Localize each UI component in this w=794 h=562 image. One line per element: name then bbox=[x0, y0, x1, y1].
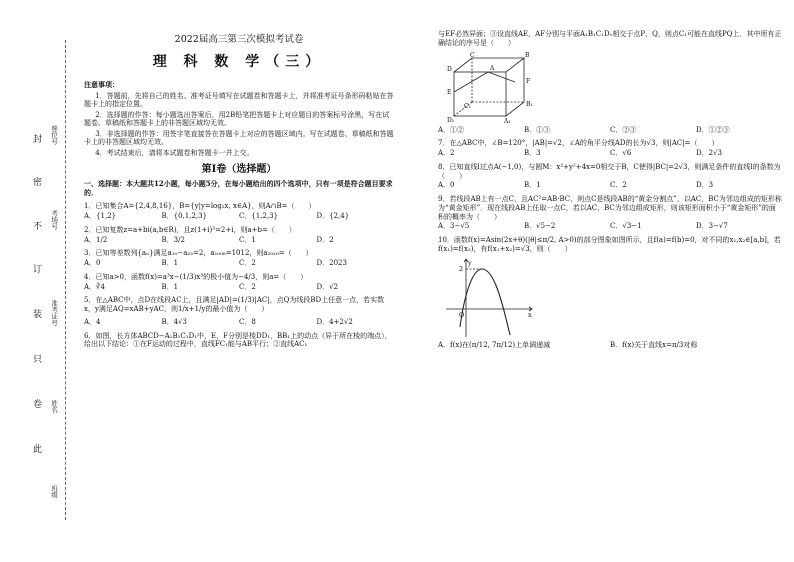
question-stem: 2．已知复数z=a+bi(a,b∈R)，且z(1+i)³=2+i，则a+b=（ ） bbox=[84, 225, 296, 234]
option-a: A．{1,2} bbox=[84, 212, 117, 221]
question-3 bbox=[84, 249, 394, 268]
option-c: C．√3−1 bbox=[610, 222, 642, 231]
option-c: C．2 bbox=[610, 181, 627, 190]
field-label-seat: 座位号 bbox=[50, 125, 59, 145]
axis-label-y: y bbox=[468, 258, 472, 267]
option-a: A．3−√5 bbox=[438, 222, 470, 231]
option-d: D．2√3 bbox=[696, 149, 722, 157]
option-c: C．1 bbox=[239, 235, 256, 244]
option-a: A．①② bbox=[438, 125, 465, 134]
notice-item: 2．选择题的作答：每小题选出答案后，用2B铅笔把答题卡上对应题目的答案标号涂黑，写在试题卷、草稿纸和答题卡上的非答题区域均无效。 bbox=[84, 110, 390, 128]
option-b: B．3 bbox=[524, 149, 541, 157]
seal-char: 卷 bbox=[33, 400, 43, 410]
option-d: D．2 bbox=[316, 235, 334, 244]
option-b: B．1 bbox=[524, 181, 541, 190]
label-D1: D₁ bbox=[447, 116, 455, 124]
right-column bbox=[438, 30, 782, 349]
question-stem: 10．函数f(x)=Asin(2x+θ)(|θ|≤π/2, A>0)的部分图象如图所示，且f(a)=f(b)=0，对不同的x₁,x₂∈[a,b]，若f(x₁)=f(x₂)，有f(x₁+x₂)=√3，则（ ） bbox=[438, 236, 781, 253]
seal-char: 订 bbox=[33, 265, 43, 275]
option-b: B．1 bbox=[161, 282, 179, 291]
question-6-continued: 与EF必然异面；③设直线AE，AF分别与平面A₁B₁C₁D₁相交于点P，Q，则点C₁可能在直线PQ上．其中所有正确结论的序号是（ ） bbox=[438, 30, 782, 47]
option-a: A．2 bbox=[438, 149, 455, 157]
origin-label: O bbox=[459, 310, 465, 319]
question-stem: 8．已知直线l过点A(−1,0)，与圆M：x²+y²+4x=0相交于B，C使得|BC|=2√3，则满足条件的直线l的条数为（ ） bbox=[438, 162, 781, 180]
question-2 bbox=[84, 226, 394, 245]
option-d: D．√2 bbox=[316, 282, 339, 291]
section-intro: 一、选择题：本大题共12小题，每小题5分，在每小题给出的四个选项中，只有一项是符合题目要求的． bbox=[84, 178, 393, 197]
subject-title: 理 科 数 学（三） bbox=[152, 53, 326, 70]
label-B: B bbox=[525, 51, 530, 59]
label-A1: A₁ bbox=[504, 117, 511, 124]
option-b: B．①③ bbox=[524, 125, 551, 134]
label-C: C bbox=[470, 51, 475, 59]
cuboid-figure bbox=[444, 52, 534, 124]
label-D: D bbox=[447, 65, 452, 73]
left-column bbox=[84, 30, 394, 349]
seal-char: 不 bbox=[33, 222, 43, 232]
field-label-class: 班级 bbox=[50, 485, 59, 498]
question-7 bbox=[438, 139, 782, 158]
option-d: D．①②③ bbox=[696, 125, 730, 134]
option-a: A．1/2 bbox=[84, 235, 108, 244]
option-a: A．4 bbox=[84, 317, 101, 326]
max-value-label: 2 bbox=[459, 264, 464, 273]
segment-ae bbox=[454, 72, 488, 92]
option-b: B．{0,1,2,3} bbox=[161, 212, 208, 221]
question-stem: 4．已知a>0，函数f(x)=a³x−(1/3)x³的极小值为−4/3，则a=（ ） bbox=[84, 272, 308, 281]
label-B1: B₁ bbox=[526, 100, 533, 108]
cuboid-top-edges bbox=[454, 58, 524, 72]
field-label-name: 姓名 bbox=[50, 400, 59, 413]
question-10 bbox=[438, 236, 782, 349]
cuboid-front-face bbox=[454, 72, 506, 116]
option-d: D．2023 bbox=[316, 259, 347, 268]
axis-label-x: x bbox=[528, 310, 532, 319]
sine-curve bbox=[460, 269, 510, 335]
option-d: D．3 bbox=[696, 181, 714, 190]
notice-heading: 注意事项： bbox=[84, 80, 119, 90]
label-A: A bbox=[490, 64, 495, 72]
option-b: B．√5−2 bbox=[524, 222, 556, 231]
seal-char: 只 bbox=[33, 355, 43, 365]
option-c: C．√6 bbox=[610, 149, 632, 157]
section-title: 第Ⅰ卷（选择题） bbox=[201, 164, 277, 176]
option-d: D．3−√7 bbox=[696, 222, 728, 231]
notice-item: 1．答题前，先将自己的姓名、准考证号填写在试题卷和答题卡上，并将准考证号条形码粘贴在答题卡上的指定位置。 bbox=[84, 91, 394, 109]
seal-char: 封 bbox=[33, 135, 43, 145]
seal-char: 装 bbox=[33, 310, 43, 320]
option-c: C．8 bbox=[239, 317, 256, 326]
binding-line bbox=[65, 40, 66, 520]
option-c: C．②③ bbox=[610, 125, 637, 134]
field-label-room: 考场号 bbox=[50, 210, 59, 230]
question-9 bbox=[438, 195, 782, 231]
option-b: B．3/2 bbox=[161, 235, 185, 244]
option-c: C．{1,2,3} bbox=[239, 212, 279, 221]
option-b: B．4√3 bbox=[161, 317, 188, 326]
cuboid-bottom-edge bbox=[506, 102, 524, 116]
question-stem: 1．已知集合A={2,4,8,16}，B={y|y=log₂x, x∈A}，则A∩B=（ ） bbox=[84, 202, 316, 211]
binding-strip bbox=[0, 0, 80, 562]
label-C1: C₁ bbox=[464, 102, 471, 110]
option-d: D．4+2√2 bbox=[316, 317, 353, 326]
exam-title: 2022届高三第三次模拟考试卷 bbox=[174, 34, 304, 45]
question-stem: 6．如图，长方体ABCD−A₁B₁C₁D₁中，E，F分别是棱DD₁，BB₁上的动点（异于所在棱的端点），给出以下结论：①在F运动的过程中，直线FC₁能与AB平行；②直线AC₁ bbox=[84, 331, 392, 349]
option-a: A．0 bbox=[438, 181, 455, 190]
question-stem: 5．在△ABC中，点D在线段AC上，且满足|AD|=(1/3)|AC|，点Q为线段BD上任意一点，若实数x，y满足AQ=xAB+yAC，则1/x+1/y的最小值为（ ） bbox=[84, 296, 385, 314]
option-b: B．1 bbox=[161, 259, 179, 268]
question-4 bbox=[84, 273, 394, 292]
question-stem: 3．已知等差数列{aₙ}满足a₁₀−a₂₂=2，a₁₀₀₈=1012，则a₂₀₂₀=（ ） bbox=[84, 249, 313, 258]
notice-block bbox=[84, 81, 394, 157]
option-c: C．2 bbox=[239, 259, 256, 268]
label-E: E bbox=[447, 88, 452, 96]
question-8 bbox=[438, 163, 782, 190]
segment-af bbox=[488, 72, 515, 82]
notice-item: 4．考试结束后，请将本试题卷和答题卡一并上交。 bbox=[95, 148, 254, 157]
question-stem: 9．若线段AB上有一点C，且AC²=AB·BC，则点C是线段AB的“黄金分割点”，以AC，BC为邻边组成的矩形称为“黄金矩形”．现在线段AB上任取一点C，若以AC，BC为邻边组成矩形，则该矩形面积小于“黄金矩形”的面积的概率为（ ） bbox=[438, 195, 782, 221]
option-c: C．2 bbox=[239, 282, 256, 291]
option-a: A．0 bbox=[84, 259, 101, 268]
seal-char: 密 bbox=[33, 178, 43, 188]
sine-graph bbox=[444, 257, 536, 339]
seal-char: 此 bbox=[33, 445, 43, 455]
question-5 bbox=[84, 296, 394, 326]
question-stem: 7．在△ABC中，∠B=120°，|AB|=√2，∠A的角平分线AD的长为√3，则|AC|=（ ） bbox=[438, 139, 719, 148]
question-6 bbox=[84, 332, 394, 350]
option-a: A．∛4 bbox=[84, 282, 105, 291]
label-F: F bbox=[526, 77, 531, 85]
option-b: B．f(x)关于直线x=π/3对称 bbox=[610, 340, 698, 349]
question-6-options bbox=[438, 126, 782, 135]
option-d: D．{2,4} bbox=[316, 212, 350, 221]
question-1 bbox=[84, 202, 394, 221]
option-a: A．f(x)在(π/12, 7π/12)上单调递减 bbox=[438, 340, 551, 349]
field-label-ticket: 准考证号 bbox=[50, 300, 59, 326]
notice-item: 3．非选择题的作答：用签字笔直接答在答题卡上对应的答题区域内。写在试题卷、草稿纸和答题卡上的非答题区域均无效。 bbox=[84, 129, 394, 147]
